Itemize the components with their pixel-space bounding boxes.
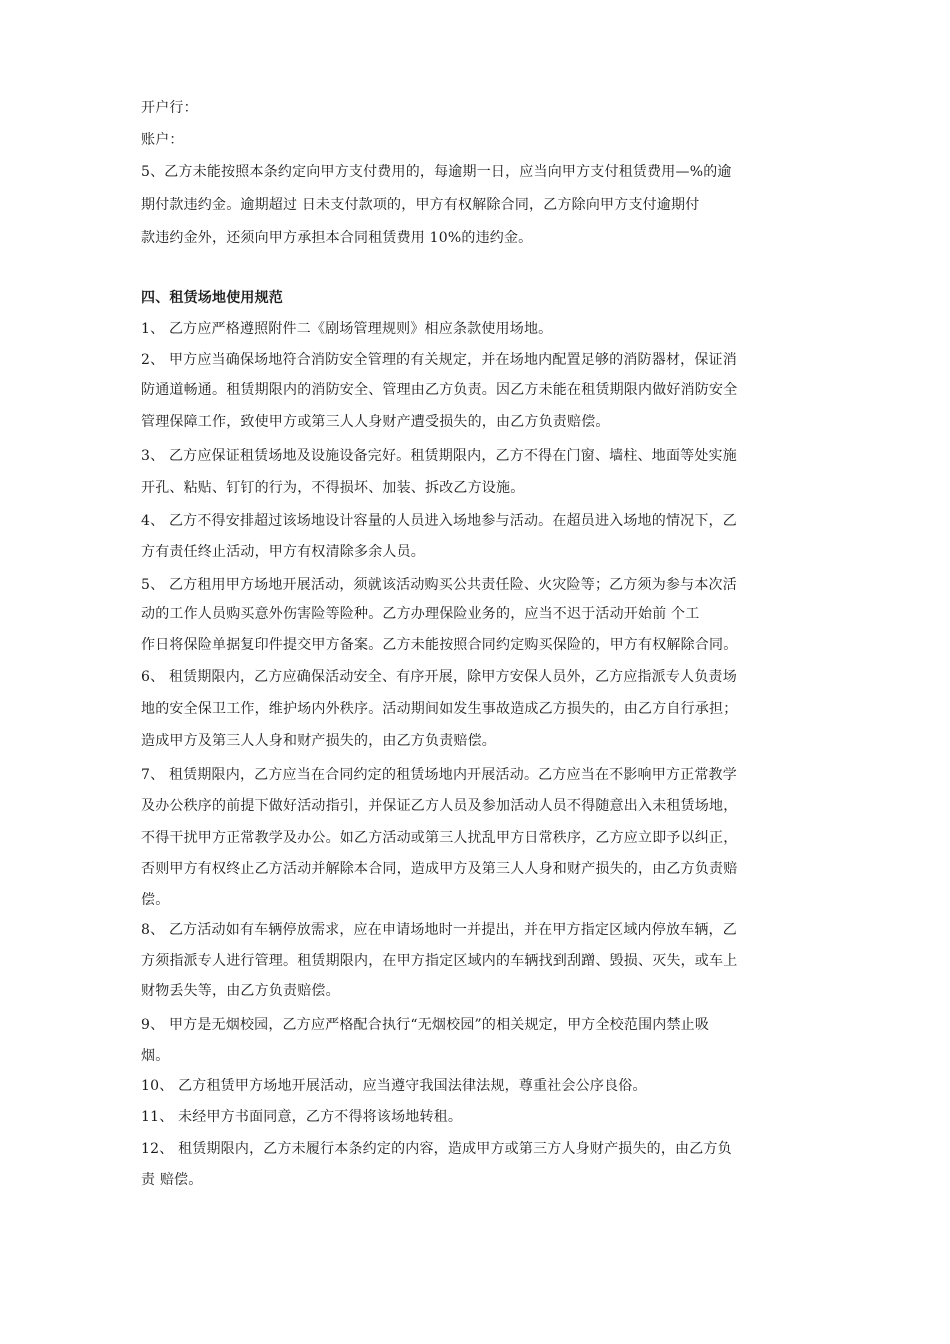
item-7-line-4: 否则甲方有权终止乙方活动并解除本合同，造成甲方及第三人人身和财产损失的，由乙方负责赔 bbox=[141, 861, 738, 877]
item-6-line-1: 6、 租赁期限内，乙方应确保活动安全、有序开展，除甲方安保人员外，乙方应指派专人负责场 bbox=[141, 669, 737, 685]
item-7-line-3: 不得干扰甲方正常教学及办公。如乙方活动或第三人扰乱甲方日常秩序，乙方应立即予以纠正， bbox=[141, 830, 738, 846]
item-4-line-1: 4、 乙方不得安排超过该场地设计容量的人员进入场地参与活动。在超员进入场地的情况下，乙 bbox=[141, 513, 737, 529]
item-4-line-2: 方有责任终止活动，甲方有权清除多余人员。 bbox=[141, 544, 425, 560]
item-7-line-2: 及办公秩序的前提下做好活动指引，并保证乙方人员及参加活动人员不得随意出入未租赁场地， bbox=[141, 798, 738, 814]
item-6-line-3: 造成甲方及第三人人身和财产损失的，由乙方负责赔偿。 bbox=[141, 733, 496, 749]
item-10-line-1: 10、 乙方租赁甲方场地开展活动，应当遵守我国法律法规，尊重社会公序良俗。 bbox=[141, 1078, 647, 1094]
item-8-line-1: 8、 乙方活动如有车辆停放需求，应在申请场地时一并提出，并在甲方指定区域内停放车辆，乙 bbox=[141, 922, 737, 938]
clause-5-line-1: 5、乙方未能按照本条约定向甲方支付费用的，每逾期一日，应当向甲方支付租赁费用—%的逾 bbox=[141, 164, 732, 180]
item-12-line-2: 责 赔偿。 bbox=[141, 1172, 203, 1188]
section-title: 四、租赁场地使用规范 bbox=[141, 290, 283, 306]
item-3-line-1: 3、 乙方应保证租赁场地及设施设备完好。租赁期限内，乙方不得在门窗、墙柱、地面等处实施 bbox=[141, 448, 737, 464]
item-5-line-2: 动的工作人员购买意外伤害险等险种。乙方办理保险业务的，应当不迟于活动开始前 个工 bbox=[141, 606, 700, 622]
item-8-line-3: 财物丢失等，由乙方负责赔偿。 bbox=[141, 983, 340, 999]
item-2-line-2: 防通道畅通。租赁期限内的消防安全、管理由乙方负责。因乙方未能在租赁期限内做好消防安全 bbox=[141, 382, 738, 398]
item-2-line-1: 2、 甲方应当确保场地符合消防安全管理的有关规定，并在场地内配置足够的消防器材，保证消 bbox=[141, 352, 737, 368]
clause-5-line-2: 期付款违约金。逾期超过 日未支付款项的，甲方有权解除合同，乙方除向甲方支付逾期付 bbox=[141, 197, 700, 213]
item-7-line-1: 7、 租赁期限内，乙方应当在合同约定的租赁场地内开展活动。乙方应当在不影响甲方正常教学 bbox=[141, 767, 737, 783]
item-5-line-3: 作日将保险单据复印件提交甲方备案。乙方未能按照合同约定购买保险的，甲方有权解除合同。 bbox=[141, 637, 738, 653]
item-7-line-5: 偿。 bbox=[141, 892, 170, 908]
item-11-line-1: 11、 未经甲方书面同意，乙方不得将该场地转租。 bbox=[141, 1109, 463, 1125]
item-6-line-2: 地的安全保卫工作，维护场内外秩序。活动期间如发生事故造成乙方损失的，由乙方自行承担； bbox=[141, 701, 738, 717]
item-12-line-1: 12、 租赁期限内，乙方未履行本条约定的内容，造成甲方或第三方人身财产损失的，由乙方负 bbox=[141, 1141, 732, 1157]
item-5-line-1: 5、 乙方租用甲方场地开展活动，须就该活动购买公共责任险、火灾险等；乙方须为参与本次活 bbox=[141, 577, 737, 593]
bank-label: 开户行： bbox=[141, 100, 198, 116]
item-9-line-2: 烟。 bbox=[141, 1048, 170, 1064]
item-2-line-3: 管理保障工作，致使甲方或第三人人身财产遭受损失的，由乙方负责赔偿。 bbox=[141, 414, 610, 430]
item-3-line-2: 开孔、粘贴、钉钉的行为，不得损坏、加装、拆改乙方设施。 bbox=[141, 480, 525, 496]
clause-5-line-3: 款违约金外，还须向甲方承担本合同租赁费用 10%的违约金。 bbox=[141, 230, 533, 246]
item-8-line-2: 方须指派专人进行管理。租赁期限内，在甲方指定区域内的车辆找到刮蹭、毁损、灭失，或车上 bbox=[141, 953, 738, 969]
item-1-line-1: 1、 乙方应严格遵照附件二《剧场管理规则》相应条款使用场地。 bbox=[141, 321, 553, 337]
account-label: 账户： bbox=[141, 132, 184, 148]
item-9-line-1: 9、 甲方是无烟校园，乙方应严格配合执行“无烟校园”的相关规定，甲方全校范围内禁止吸 bbox=[141, 1017, 710, 1033]
